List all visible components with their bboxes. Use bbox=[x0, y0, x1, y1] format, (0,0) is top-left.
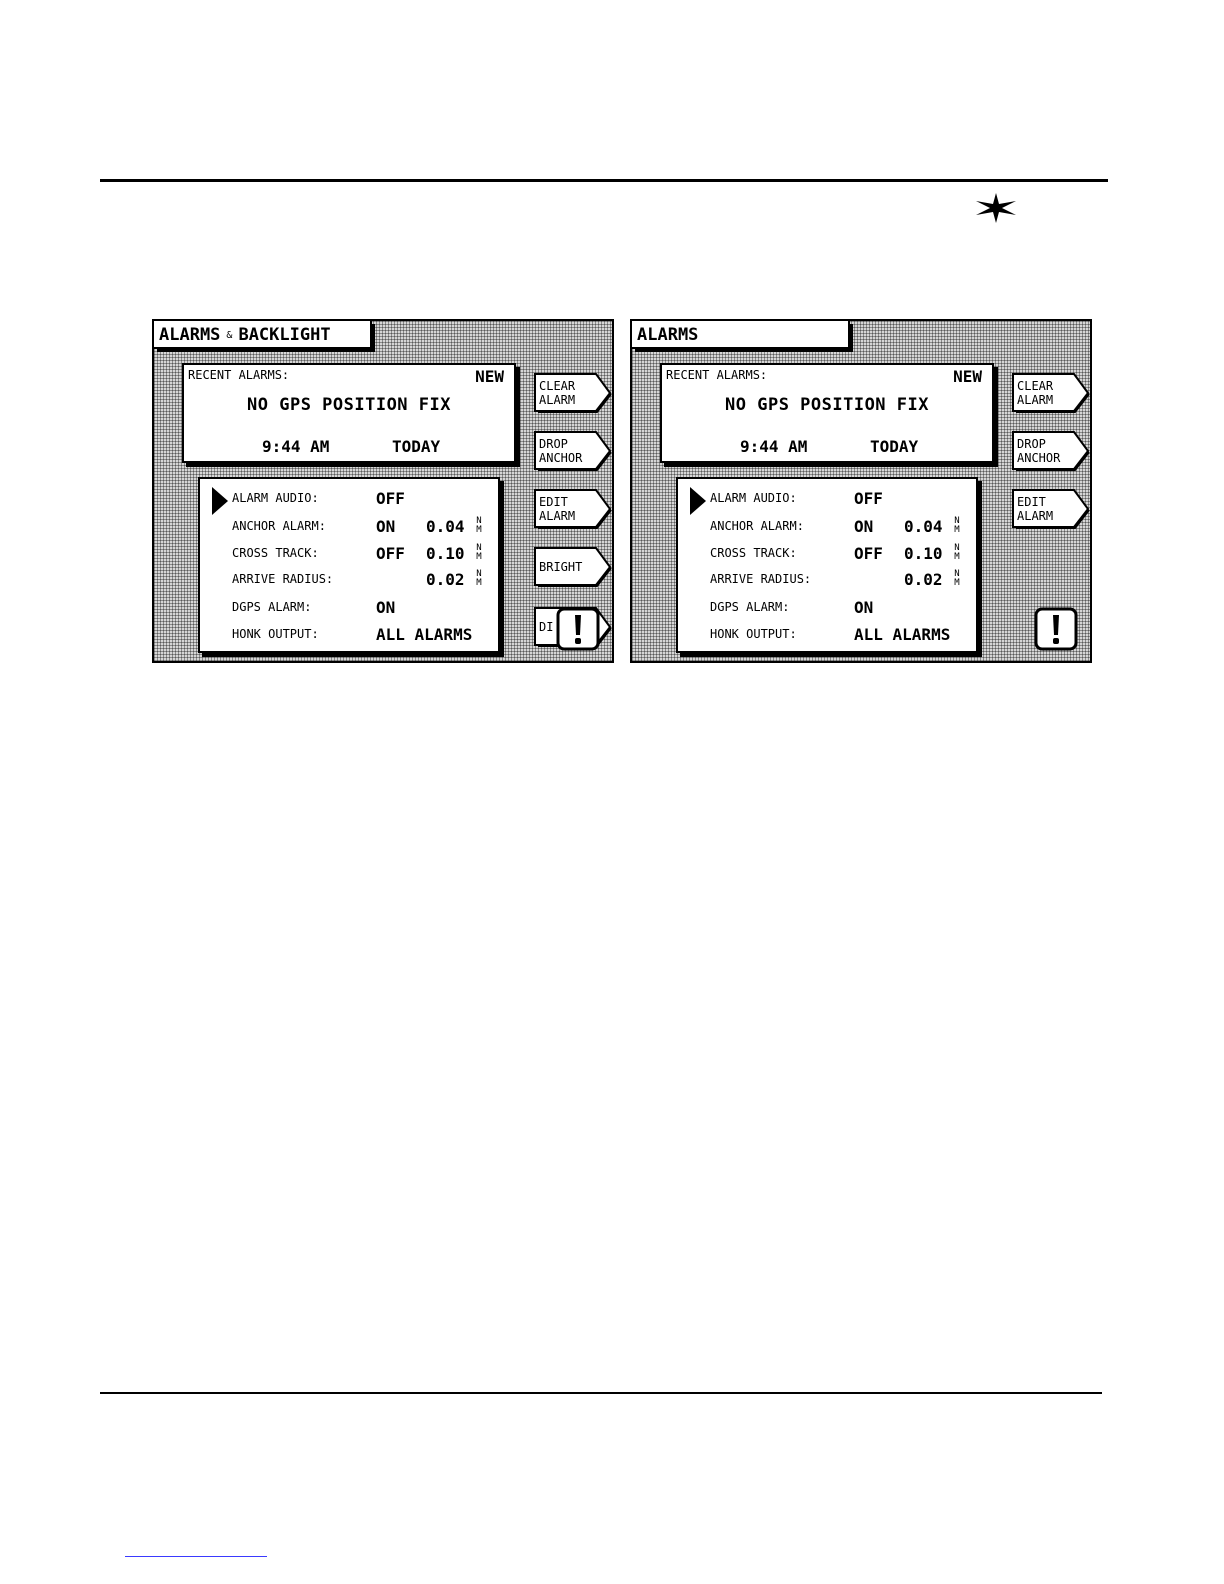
alarm-time: 9:44 AM bbox=[740, 437, 808, 456]
exclamation-icon[interactable] bbox=[556, 607, 600, 651]
setting-row-dgps-alarm[interactable] bbox=[678, 596, 976, 622]
alarm-settings-panel bbox=[676, 477, 978, 653]
alarm-settings-panel bbox=[198, 477, 500, 653]
selection-cursor-icon bbox=[690, 487, 706, 515]
setting-label: ANCHOR ALARM: bbox=[232, 519, 326, 533]
softkey-label-2: ANCHOR bbox=[1017, 451, 1061, 465]
setting-label: CROSS TRACK: bbox=[710, 546, 797, 560]
alarm-day: TODAY bbox=[392, 437, 441, 456]
setting-unit: N M bbox=[476, 516, 482, 535]
setting-row-anchor-alarm[interactable] bbox=[678, 515, 976, 541]
alarm-day: TODAY bbox=[870, 437, 919, 456]
recent-alarms-label: RECENT ALARMS: bbox=[188, 368, 290, 382]
setting-label: ARRIVE RADIUS: bbox=[232, 572, 334, 586]
setting-distance: 0.04 bbox=[426, 517, 465, 536]
softkey-label-1: BRIGHT bbox=[539, 560, 583, 574]
setting-label: ARRIVE RADIUS: bbox=[710, 572, 812, 586]
setting-unit: N M bbox=[954, 569, 960, 588]
softkey-label-1: EDIT bbox=[1017, 495, 1046, 509]
setting-label: HONK OUTPUT: bbox=[710, 627, 797, 641]
drop-anchor-softkey[interactable] bbox=[1012, 431, 1090, 471]
setting-unit: N M bbox=[476, 543, 482, 562]
title-amp: & bbox=[226, 330, 233, 341]
setting-unit: N M bbox=[476, 569, 482, 588]
bottom-rule bbox=[100, 1392, 1102, 1394]
softkey-label-2: ALARM bbox=[539, 509, 576, 523]
setting-label: ANCHOR ALARM: bbox=[710, 519, 804, 533]
setting-unit: N M bbox=[954, 543, 960, 562]
setting-row-arrive-radius[interactable] bbox=[200, 568, 498, 594]
drop-anchor-softkey[interactable] bbox=[534, 431, 612, 471]
softkey-label-1: CLEAR bbox=[1017, 379, 1054, 393]
setting-unit: N M bbox=[954, 516, 960, 535]
setting-label: HONK OUTPUT: bbox=[232, 627, 319, 641]
clear-alarm-softkey[interactable] bbox=[534, 373, 612, 413]
top-rule bbox=[100, 179, 1108, 182]
footer-link-underline bbox=[125, 1556, 267, 1557]
edit-alarm-softkey[interactable] bbox=[1012, 489, 1090, 529]
setting-distance: 0.02 bbox=[426, 570, 465, 589]
screen-title bbox=[632, 321, 850, 349]
softkey-label-2: ALARM bbox=[539, 393, 576, 407]
screen-title bbox=[154, 321, 372, 349]
setting-value: OFF bbox=[376, 544, 405, 563]
setting-row-alarm-audio[interactable] bbox=[200, 487, 498, 513]
setting-label: CROSS TRACK: bbox=[232, 546, 319, 560]
setting-row-honk-output[interactable] bbox=[200, 623, 498, 649]
alarm-message: NO GPS POSITION FIX bbox=[247, 395, 451, 415]
setting-value: OFF bbox=[376, 489, 405, 508]
softkey-label-2: ALARM bbox=[1017, 393, 1054, 407]
setting-label: ALARM AUDIO: bbox=[232, 491, 319, 505]
setting-row-cross-track[interactable] bbox=[678, 542, 976, 568]
setting-distance: 0.04 bbox=[904, 517, 943, 536]
title-extra: BACKLIGHT bbox=[238, 325, 331, 345]
setting-row-dgps-alarm[interactable] bbox=[200, 596, 498, 622]
alarms-backlight-screen bbox=[152, 319, 614, 663]
softkey-label-2: ANCHOR bbox=[539, 451, 583, 465]
bright-softkey[interactable] bbox=[534, 547, 612, 587]
setting-value: ON bbox=[854, 517, 874, 536]
star-burst-icon bbox=[976, 193, 1016, 223]
setting-value: ON bbox=[854, 598, 874, 617]
alarm-message: NO GPS POSITION FIX bbox=[725, 395, 929, 415]
alarm-time: 9:44 AM bbox=[262, 437, 330, 456]
setting-distance: 0.02 bbox=[904, 570, 943, 589]
setting-value: ON bbox=[376, 598, 396, 617]
exclamation-icon[interactable] bbox=[1034, 607, 1078, 651]
setting-value: ALL ALARMS bbox=[376, 625, 473, 644]
title-main: ALARMS bbox=[637, 325, 699, 345]
setting-value: OFF bbox=[854, 489, 883, 508]
alarms-screen bbox=[630, 319, 1092, 663]
setting-value: OFF bbox=[854, 544, 883, 563]
softkey-label-1: DROP bbox=[1017, 437, 1046, 451]
new-badge: NEW bbox=[953, 367, 982, 386]
edit-alarm-softkey[interactable] bbox=[534, 489, 612, 529]
setting-row-alarm-audio[interactable] bbox=[678, 487, 976, 513]
new-badge: NEW bbox=[475, 367, 504, 386]
softkey-label-2: ALARM bbox=[1017, 509, 1054, 523]
setting-label: DGPS ALARM: bbox=[710, 600, 790, 614]
recent-alarms-panel bbox=[660, 363, 994, 463]
setting-distance: 0.10 bbox=[426, 544, 465, 563]
selection-cursor-icon bbox=[212, 487, 228, 515]
setting-distance: 0.10 bbox=[904, 544, 943, 563]
setting-value: ON bbox=[376, 517, 396, 536]
setting-label: ALARM AUDIO: bbox=[710, 491, 797, 505]
recent-alarms-label: RECENT ALARMS: bbox=[666, 368, 768, 382]
softkey-label-1: EDIT bbox=[539, 495, 568, 509]
softkey-label-1: DROP bbox=[539, 437, 568, 451]
setting-value: ALL ALARMS bbox=[854, 625, 951, 644]
setting-row-cross-track[interactable] bbox=[200, 542, 498, 568]
softkey-label-1: CLEAR bbox=[539, 379, 576, 393]
setting-row-arrive-radius[interactable] bbox=[678, 568, 976, 594]
setting-row-anchor-alarm[interactable] bbox=[200, 515, 498, 541]
setting-row-honk-output[interactable] bbox=[678, 623, 976, 649]
title-main: ALARMS bbox=[159, 325, 221, 345]
softkey-label-1: DI bbox=[539, 620, 554, 634]
recent-alarms-panel bbox=[182, 363, 516, 463]
clear-alarm-softkey[interactable] bbox=[1012, 373, 1090, 413]
setting-label: DGPS ALARM: bbox=[232, 600, 312, 614]
